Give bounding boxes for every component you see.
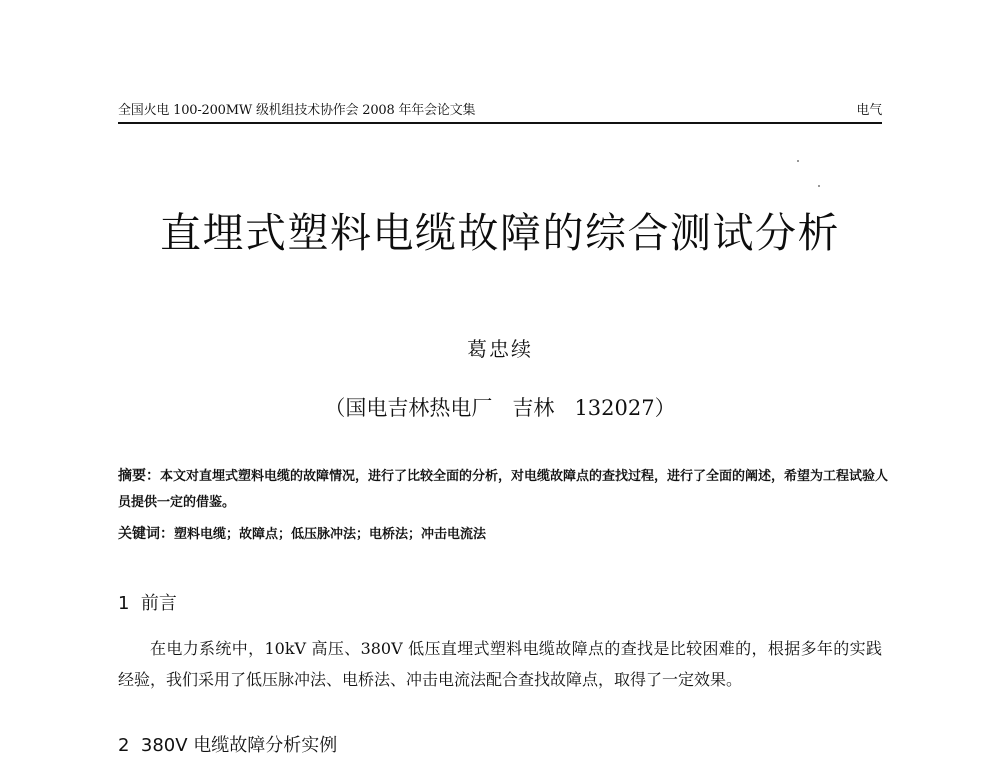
keywords — [118, 521, 888, 548]
scan-speck — [797, 160, 799, 162]
author-name: 葛忠续 — [467, 337, 533, 361]
abstract-text: 本文对直埋式塑料电缆的故障情况，进行了比较全面的分析，对电缆故障点的查找过程，进行了全面的阐述，希望为工程试验人员提供一定的借鉴。 — [118, 469, 889, 510]
header-section-label: 电气 — [856, 103, 882, 118]
paper-title: 直埋式塑料电缆故障的综合测试分析 — [160, 209, 840, 257]
author-affiliation: （国电吉林热电厂 吉林 132027） — [324, 396, 676, 420]
running-header — [118, 101, 882, 121]
header-proceedings-title: 全国火电 100-200MW 级机组技术协作会 2008 年年会论文集 — [118, 103, 476, 118]
keywords-text: 塑料电缆；故障点；低压脉冲法；电桥法；冲击电流法 — [174, 527, 487, 542]
section-heading-case-study: 2 380V 电缆故障分析实例 — [118, 735, 338, 756]
introduction-paragraph: 在电力系统中，10kV 高压、380V 低压直埋式塑料电缆故障点的查找是比较困难的，根据多年的实践经验，我们采用了低压脉冲法、电桥法、冲击电流法配合查找故障点，取得了一定效果。 — [118, 639, 882, 689]
section-heading-introduction: 1 前言 — [118, 593, 177, 614]
abstract-label: 摘要： — [118, 468, 160, 484]
abstract — [118, 463, 888, 516]
header-divider — [118, 122, 882, 124]
scan-speck — [818, 185, 820, 187]
keywords-label: 关键词： — [118, 526, 174, 542]
